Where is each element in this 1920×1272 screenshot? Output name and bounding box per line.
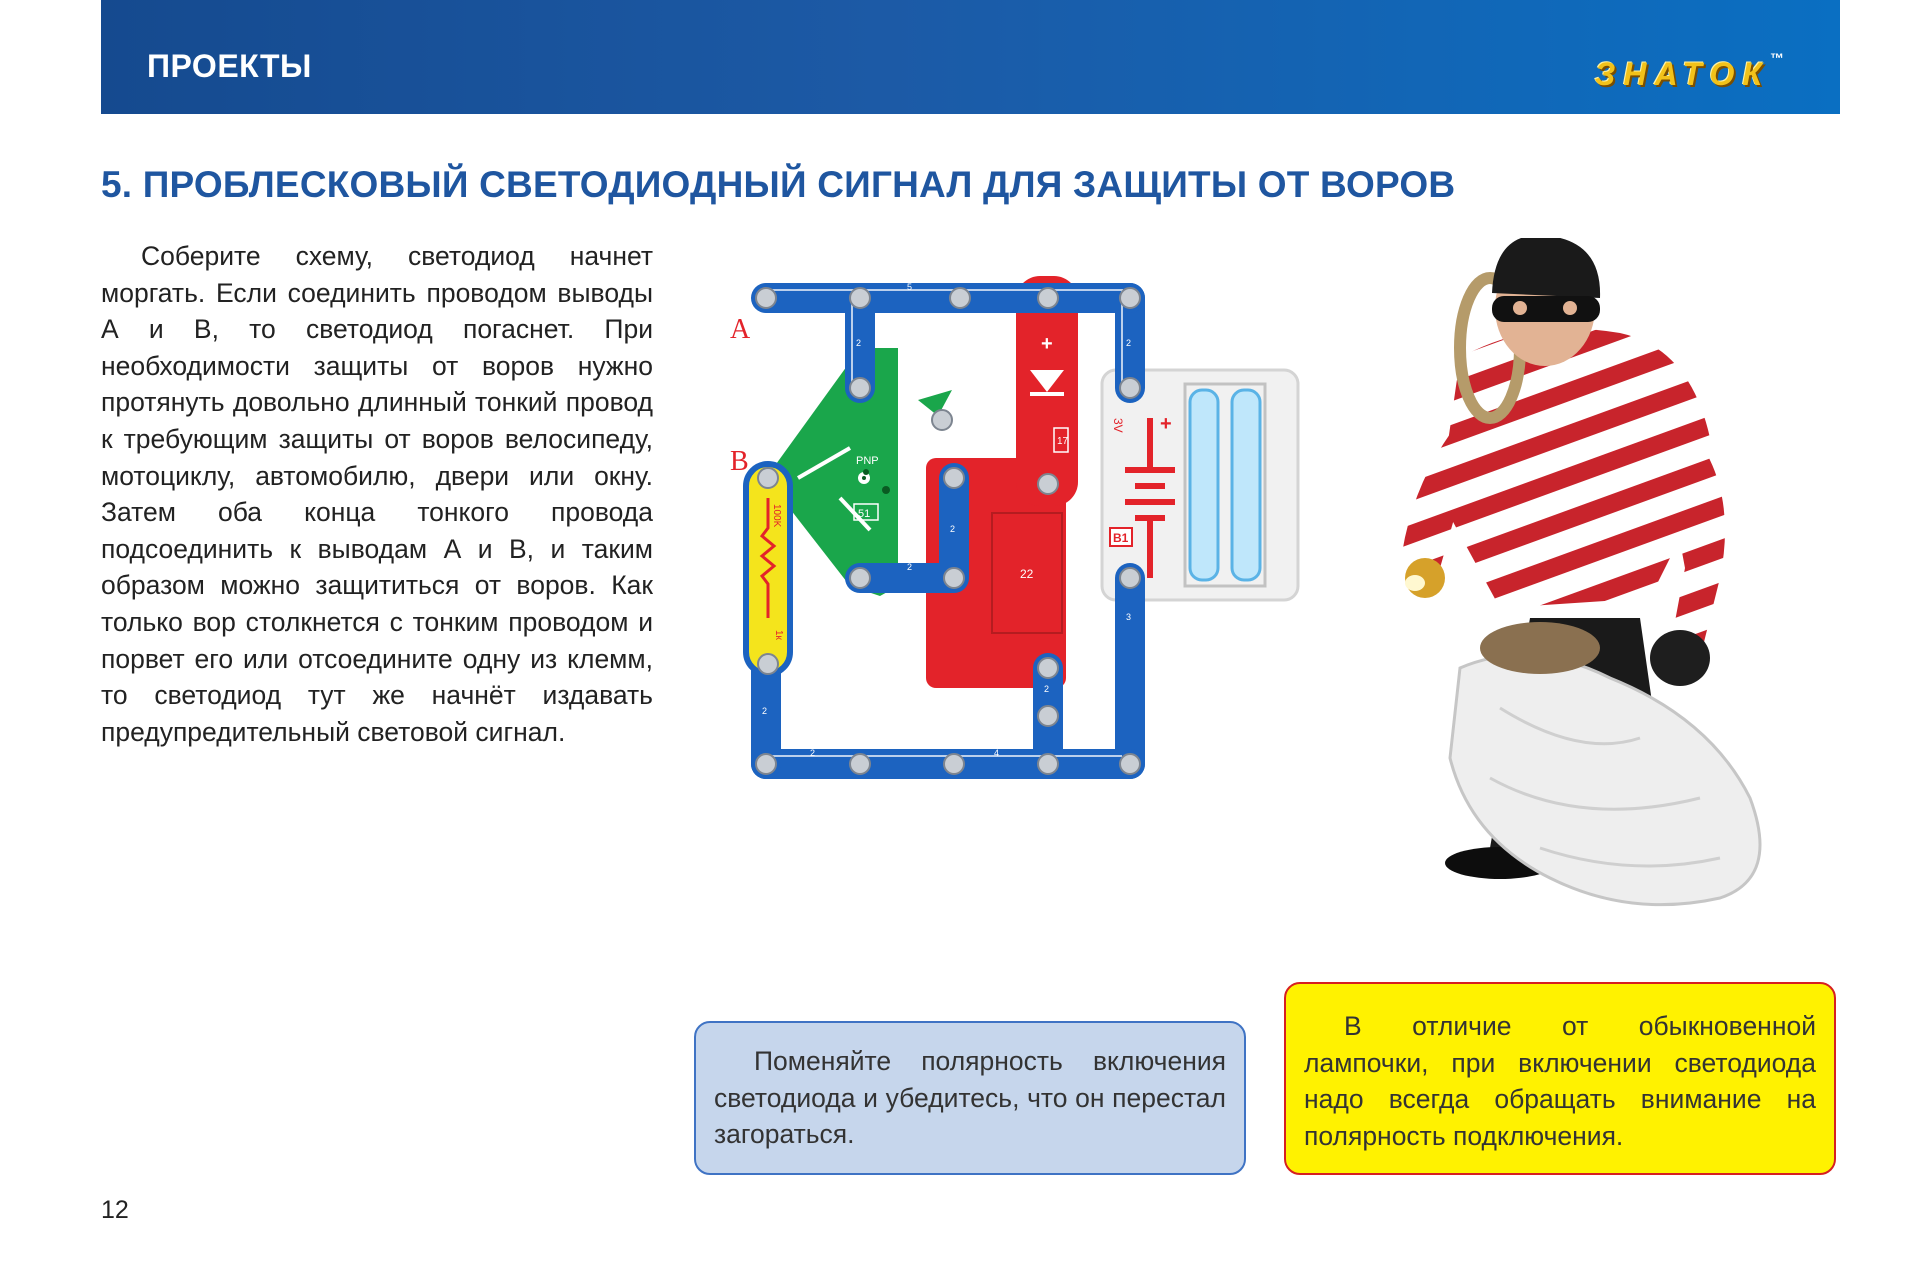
wire-label: 2 — [856, 338, 862, 348]
wire-label: 5 — [907, 282, 913, 292]
terminal-b-label: B — [730, 446, 749, 477]
sack-tray — [1480, 622, 1600, 674]
trademark-sign: ™ — [1770, 50, 1784, 66]
project-description: Соберите схему, светодиод начнет моргать. Если соединить проводом выводы А и В, то светодиод погаснет. При необходимости защиты от воров нужно протянуть довольно длинный тонкий провод к требующим защиты от воров велосипеду, мотоциклу, автомобилю, двери или окну. Затем оба конца тонкого провода подсоединить к выводам А и В, и таким образом можно защититься от воров. Как только вор столкнется с тонким проводом и порвет его или отсоедините одну из клемм, то светодиод тут же начнёт издавать предупредительный световой сигнал. — [101, 241, 653, 747]
thief-torso — [1440, 329, 1710, 608]
transistor-type-label: PNP — [856, 455, 879, 467]
svg-text:+: + — [1160, 413, 1172, 435]
module-id-label: 22 — [1020, 567, 1034, 581]
eye-mask — [1492, 296, 1600, 322]
brand-name: ЗНАТОК — [1594, 56, 1770, 92]
svg-text:+: + — [1041, 333, 1053, 355]
resistor-module — [746, 464, 790, 674]
header-bar — [101, 0, 1840, 114]
wire-label: 2 — [810, 748, 816, 758]
resistor-id-label: 1к — [773, 630, 784, 640]
led-id-label: 17 — [1057, 436, 1069, 447]
brand-logo — [1595, 50, 1784, 93]
project-title: 5. ПРОБЛЕСКОВЫЙ СВЕТОДИОДНЫЙ СИГНАЛ ДЛЯ ЗАЩИТЫ ОТ ВОРОВ — [101, 164, 1456, 205]
transistor-id-label: 51 — [858, 508, 871, 520]
battery-cell-right — [1232, 390, 1260, 580]
glove — [1650, 630, 1710, 686]
wire-label: 2 — [1126, 338, 1132, 348]
wire-label: 2 — [950, 524, 956, 534]
resistor-value-label: 100K — [771, 504, 782, 528]
wire-label: 2 — [1044, 684, 1050, 694]
wire-label: 2 — [762, 706, 768, 716]
polarity-tip-note: Поменяйте полярность включения светодиода и убедитесь, что он перестал загораться. — [694, 1021, 1246, 1175]
battery-voltage-label: 3V — [1111, 418, 1125, 433]
wire-label: 3 — [1126, 612, 1132, 622]
battery-id-label: B1 — [1113, 531, 1129, 545]
circuit-diagram — [730, 268, 1300, 788]
terminal-a-label: A — [730, 314, 751, 345]
battery-cell-left — [1190, 390, 1218, 580]
led-polarity-note: В отличие от обыкновенной лампочки, при включении светодиода надо всегда обращать внимание на полярность подключения. — [1284, 982, 1836, 1175]
beanie — [1492, 238, 1600, 298]
section-title: ПРОЕКТЫ — [147, 48, 312, 84]
wire-label: 2 — [907, 562, 913, 572]
thief-illustration — [1380, 238, 1800, 928]
wire-label: 4 — [994, 748, 1000, 758]
page-number: 12 — [101, 1196, 129, 1224]
